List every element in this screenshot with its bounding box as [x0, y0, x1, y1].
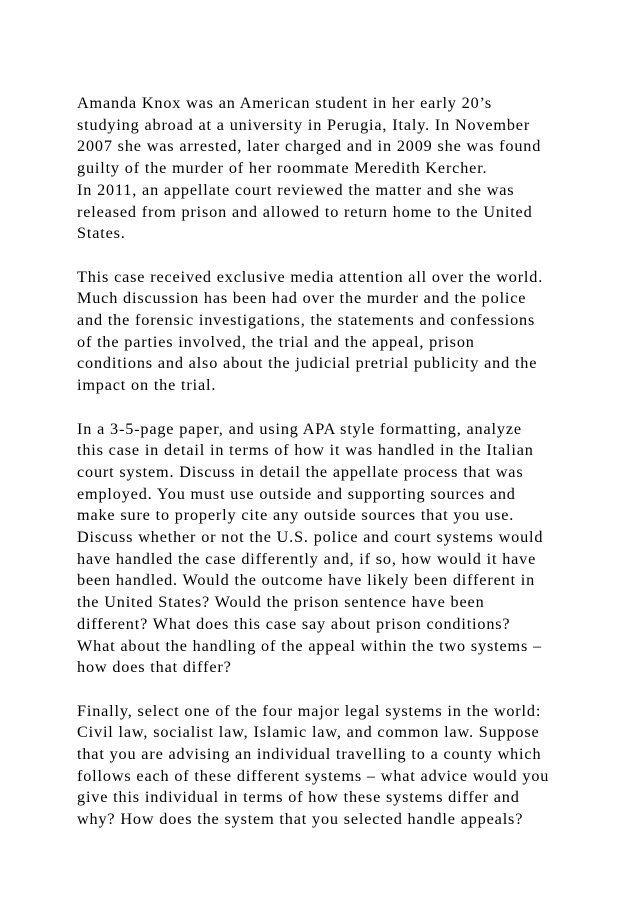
document-body [77, 93, 577, 853]
paragraph-assignment [77, 419, 577, 679]
text-line: Civil law, socialist law, Islamic law, and common law. Suppose [77, 723, 540, 742]
text-line: Much discussion has been had over the murder and the police [77, 289, 527, 308]
paragraph-legal-systems [77, 701, 577, 831]
paragraph-media-attention [77, 267, 577, 397]
text-line: Discuss whether or not the U.S. police and court systems would [77, 528, 544, 547]
text-line: the United States? Would the prison sentence have been [77, 593, 485, 612]
text-line: give this individual in terms of how these systems differ and [77, 788, 520, 807]
text-line: this case in detail in terms of how it was handled in the Italian [77, 441, 534, 460]
text-line: that you are advising an individual travelling to a county which [77, 745, 542, 764]
text-line: court system. Discuss in detail the appellate process that was [77, 462, 524, 481]
paragraph-case-background [77, 93, 577, 245]
text-line: different? What does this case say about prison conditions? [77, 614, 511, 633]
text-line: Finally, select one of the four major legal systems in the world: [77, 701, 542, 720]
text-line: make sure to properly cite any outside sources that you use. [77, 506, 515, 525]
text-line: and the forensic investigations, the statements and confessions [77, 311, 536, 330]
text-line: how does that differ? [77, 658, 232, 677]
text-line: What about the handling of the appeal within the two systems – [77, 636, 542, 655]
text-line: conditions and also about the judicial pretrial publicity and the [77, 354, 538, 373]
text-line: released from prison and allowed to return home to the United [77, 202, 533, 221]
text-line: guilty of the murder of her roommate Meredith Kercher. [77, 159, 488, 178]
text-line: impact on the trial. [77, 376, 217, 395]
text-line: In 2011, an appellate court reviewed the matter and she was [77, 180, 515, 199]
text-line: States. [77, 224, 126, 243]
text-line: employed. You must use outside and supporting sources and [77, 484, 516, 503]
text-line: 2007 she was arrested, later charged and in 2009 she was found [77, 137, 542, 156]
text-line: In a 3-5-page paper, and using APA style formatting, analyze [77, 419, 522, 438]
text-line: This case received exclusive media attention all over the world. [77, 267, 544, 286]
text-line: of the parties involved, the trial and the appeal, prison [77, 332, 475, 351]
text-line: Amanda Knox was an American student in her early 20’s [77, 94, 493, 112]
text-line: follows each of these different systems – what advice would you [77, 766, 550, 785]
text-line: have handled the case differently and, if so, how would it have [77, 549, 537, 568]
text-line: studying abroad at a university in Perugia, Italy. In November [77, 115, 531, 134]
text-line: why? How does the system that you selected handle appeals? [77, 810, 524, 829]
text-line: been handled. Would the outcome have likely been different in [77, 571, 536, 590]
